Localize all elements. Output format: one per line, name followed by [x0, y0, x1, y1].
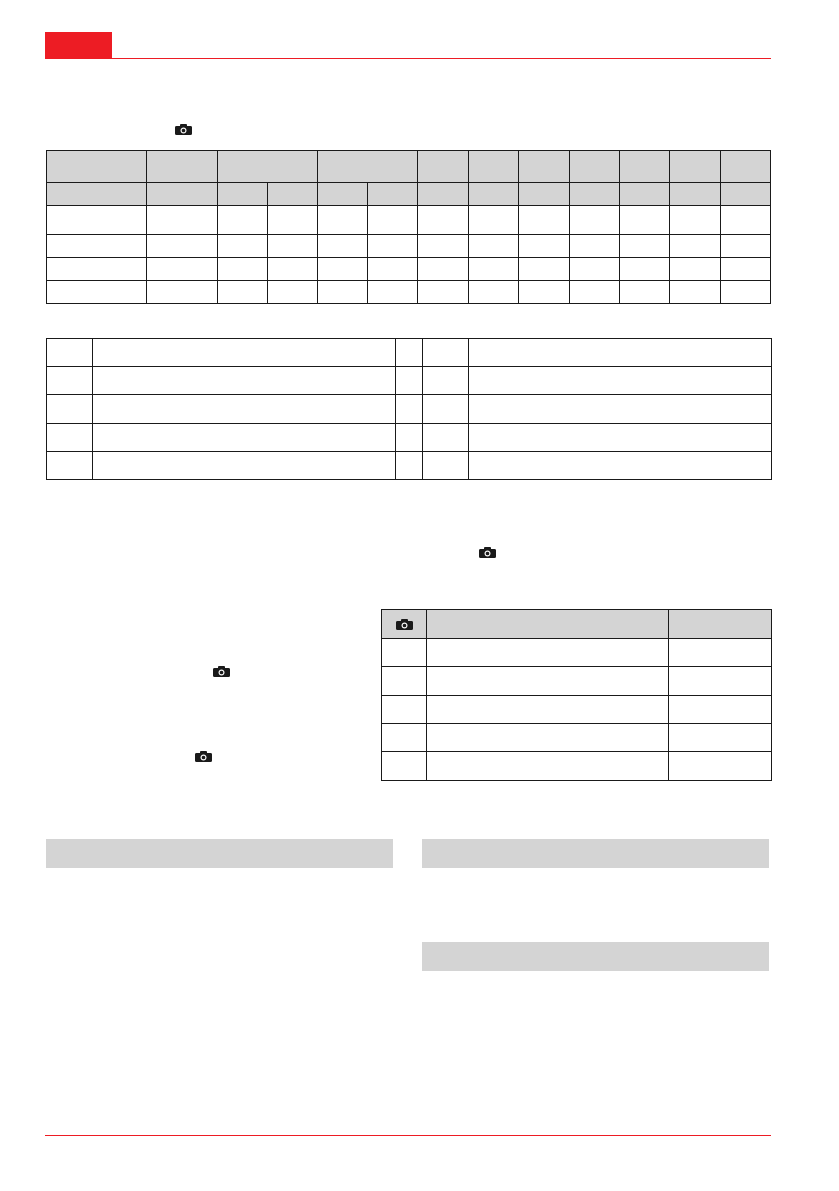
table-cell — [147, 235, 218, 258]
table-cell — [93, 424, 396, 452]
table-cell — [669, 696, 772, 724]
subheader-cell — [720, 183, 770, 206]
table-cell — [382, 667, 427, 696]
camera-icon — [213, 666, 230, 677]
table-cell — [318, 258, 368, 281]
table-row — [382, 724, 772, 752]
table-cell — [669, 667, 772, 696]
table-row — [382, 639, 772, 667]
table-cell — [423, 424, 469, 452]
table-cell — [93, 339, 396, 367]
subheader-cell — [619, 183, 669, 206]
table-cell — [396, 395, 423, 424]
table-cell — [268, 206, 318, 235]
header-cell — [318, 151, 418, 183]
header-cell — [418, 151, 468, 183]
table-cell — [382, 752, 427, 781]
table-cell — [318, 281, 368, 304]
table-cell — [418, 206, 468, 235]
table-row — [47, 258, 771, 281]
table-cell — [720, 206, 770, 235]
spec-table — [46, 150, 771, 304]
table-cell — [669, 724, 772, 752]
table-cell — [669, 258, 720, 281]
table-cell — [382, 696, 427, 724]
table-header-row — [382, 610, 772, 639]
table-cell — [518, 258, 569, 281]
subheader-cell — [418, 183, 468, 206]
table-cell — [619, 258, 669, 281]
table-cell — [382, 639, 427, 667]
table-row — [47, 452, 772, 480]
subheader-cell — [268, 183, 318, 206]
table-cell — [93, 395, 396, 424]
header-cell — [382, 610, 427, 639]
table-cell — [147, 258, 218, 281]
table-cell — [469, 395, 772, 424]
camera-icon — [396, 619, 413, 630]
table-row — [47, 367, 772, 395]
table-cell — [427, 724, 669, 752]
header-cell — [569, 151, 619, 183]
section-heading-bar — [46, 839, 393, 868]
table-cell — [468, 281, 518, 304]
table-row — [47, 424, 772, 452]
table-cell — [469, 452, 772, 480]
table-cell — [396, 452, 423, 480]
table-cell — [368, 281, 418, 304]
table-cell — [396, 339, 423, 367]
table-cell — [720, 235, 770, 258]
subheader-cell — [47, 183, 147, 206]
table-cell — [669, 206, 720, 235]
table-cell — [720, 281, 770, 304]
table-cell — [396, 424, 423, 452]
table-cell — [427, 752, 669, 781]
table-cell — [518, 235, 569, 258]
table-row — [382, 752, 772, 781]
table-row — [47, 339, 772, 367]
header-cell — [147, 151, 218, 183]
table-cell — [469, 339, 772, 367]
table-cell — [368, 206, 418, 235]
table-cell — [218, 206, 268, 235]
table-row — [47, 206, 771, 235]
table-cell — [47, 452, 93, 480]
table-cell — [423, 367, 469, 395]
table-cell — [268, 258, 318, 281]
table-cell — [93, 452, 396, 480]
table-cell — [469, 367, 772, 395]
header-cell — [619, 151, 669, 183]
table-row — [382, 667, 772, 696]
header-cell — [468, 151, 518, 183]
table-cell — [218, 258, 268, 281]
table-header-row — [47, 151, 771, 183]
table-cell — [427, 667, 669, 696]
table-cell — [382, 724, 427, 752]
table-cell — [518, 206, 569, 235]
table-cell — [47, 367, 93, 395]
subheader-cell — [518, 183, 569, 206]
table-row — [47, 395, 772, 424]
table-row — [47, 235, 771, 258]
table-cell — [619, 281, 669, 304]
header-cell — [669, 610, 772, 639]
table-cell — [423, 339, 469, 367]
table-cell — [468, 235, 518, 258]
subheader-cell — [147, 183, 218, 206]
table-cell — [47, 339, 93, 367]
header-cell — [218, 151, 318, 183]
camera-icon — [479, 547, 496, 558]
table-cell — [423, 452, 469, 480]
table-cell — [47, 395, 93, 424]
table-cell — [368, 235, 418, 258]
subheader-cell — [669, 183, 720, 206]
header-rule — [45, 58, 771, 59]
footer-rule — [45, 1135, 771, 1136]
table-cell — [268, 235, 318, 258]
table-cell — [569, 206, 619, 235]
header-cell — [720, 151, 770, 183]
table-cell — [93, 367, 396, 395]
table-cell — [518, 281, 569, 304]
table-cell — [47, 258, 147, 281]
table-cell — [418, 235, 468, 258]
subheader-cell — [318, 183, 368, 206]
section-heading-bar — [422, 839, 769, 868]
camera-icon — [175, 124, 192, 135]
table-row — [47, 281, 771, 304]
table-cell — [468, 258, 518, 281]
table-cell — [218, 281, 268, 304]
table-cell — [427, 696, 669, 724]
header-cell — [427, 610, 669, 639]
table-cell — [427, 639, 669, 667]
table-cell — [368, 258, 418, 281]
header-cell — [47, 151, 147, 183]
table-subheader-row — [47, 183, 771, 206]
table-cell — [396, 367, 423, 395]
table-cell — [720, 258, 770, 281]
table-cell — [569, 235, 619, 258]
table-cell — [423, 395, 469, 424]
table-cell — [47, 281, 147, 304]
table-cell — [669, 281, 720, 304]
table-cell — [47, 206, 147, 235]
table-cell — [47, 424, 93, 452]
parts-table — [381, 609, 772, 781]
table-cell — [619, 206, 669, 235]
subheader-cell — [468, 183, 518, 206]
table-cell — [418, 281, 468, 304]
table-row — [382, 696, 772, 724]
subheader-cell — [218, 183, 268, 206]
table-cell — [418, 258, 468, 281]
camera-icon — [195, 751, 212, 762]
subheader-cell — [569, 183, 619, 206]
table-cell — [669, 752, 772, 781]
section-heading-bar — [422, 942, 769, 971]
table-cell — [268, 281, 318, 304]
table-cell — [469, 424, 772, 452]
table-cell — [569, 258, 619, 281]
header-cell — [518, 151, 569, 183]
brand-tab — [45, 32, 112, 58]
table-cell — [318, 206, 368, 235]
table-cell — [47, 235, 147, 258]
table-cell — [669, 639, 772, 667]
subheader-cell — [368, 183, 418, 206]
table-cell — [318, 235, 368, 258]
header-cell — [669, 151, 720, 183]
table-cell — [569, 281, 619, 304]
legend-table — [46, 338, 772, 480]
table-cell — [669, 235, 720, 258]
table-cell — [218, 235, 268, 258]
table-cell — [147, 206, 218, 235]
table-cell — [468, 206, 518, 235]
table-cell — [619, 235, 669, 258]
table-cell — [147, 281, 218, 304]
